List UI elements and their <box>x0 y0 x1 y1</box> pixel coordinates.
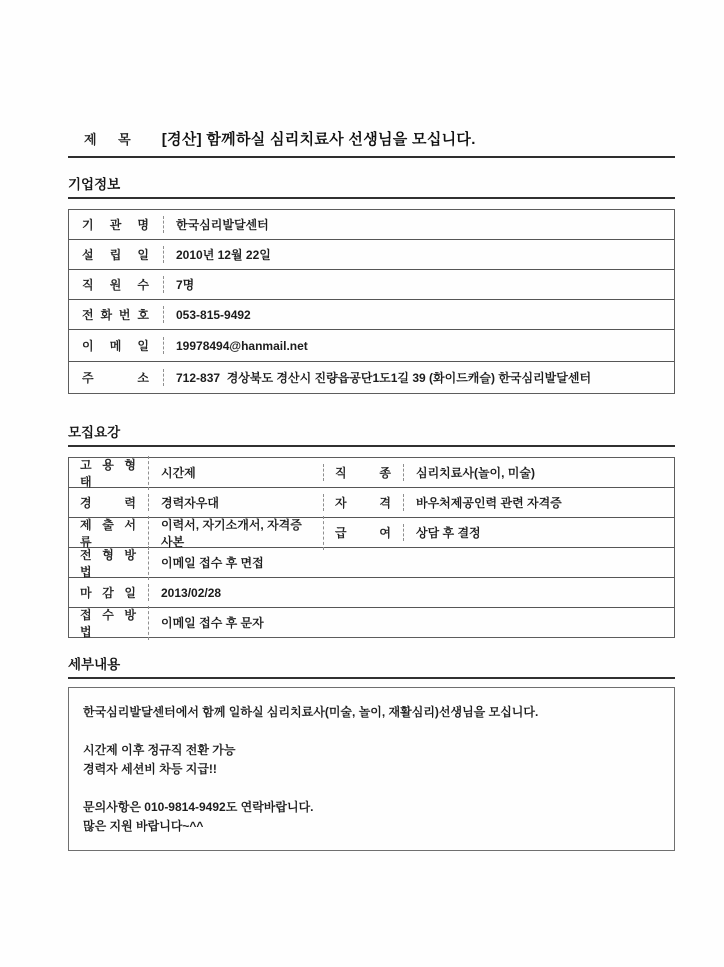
section-company-info <box>68 173 675 394</box>
document-title: [경산] 함께하실 심리치료사 선생님을 모십니다. <box>161 131 476 148</box>
row-label: 급 여 <box>324 524 404 541</box>
table-row <box>69 239 674 269</box>
row-value: 심리치료사(놀이, 미술) <box>416 466 535 480</box>
section-details <box>68 653 675 851</box>
row-value: 이메일 접수 후 면접 <box>161 556 264 570</box>
row-label: 자 격 <box>324 494 404 511</box>
row-label: 전 화 번 호 <box>69 306 164 323</box>
recruitment-table <box>68 457 675 638</box>
company-info-table <box>68 209 675 394</box>
detail-line: 한국심리발달센터에서 함께 일하실 심리치료사(미술, 놀이, 재활심리)선생님을 모십니다. <box>83 705 539 719</box>
table-row <box>69 361 674 393</box>
row-label: 접 수 방 법 <box>69 606 149 640</box>
row-label: 직 종 <box>324 464 404 481</box>
row-value: 2010년 12월 22일 <box>176 248 271 262</box>
detail-line: 많은 지원 바랍니다~^^ <box>83 819 204 833</box>
details-heading: 세부내용 <box>68 653 675 679</box>
row-value: 경력자우대 <box>149 494 324 511</box>
table-row <box>69 487 674 517</box>
row-label: 고 용 형 태 <box>69 456 149 490</box>
row-value: 시간제 <box>149 464 324 481</box>
detail-line: 문의사항은 010-9814-9492도 연락바랍니다. <box>83 800 314 814</box>
table-row <box>69 517 674 547</box>
section-recruitment <box>68 421 675 638</box>
row-value: 7명 <box>176 278 195 292</box>
table-row <box>69 299 674 329</box>
document-content <box>68 128 675 851</box>
row-value: 이메일 접수 후 문자 <box>161 616 264 630</box>
row-label: 제 출 서 류 <box>69 516 149 550</box>
row-label: 이 메 일 <box>69 337 164 354</box>
row-label: 전 형 방 법 <box>69 546 149 580</box>
table-row <box>69 458 674 487</box>
row-label: 기 관 명 <box>69 216 164 233</box>
row-label: 주 소 <box>69 369 164 386</box>
row-label: 경 력 <box>69 494 149 511</box>
table-row <box>69 577 674 607</box>
company-info-heading: 기업정보 <box>68 173 675 199</box>
row-value: 053-815-9492 <box>176 307 251 322</box>
recruitment-heading: 모집요강 <box>68 421 675 447</box>
row-value: 한국심리발달센터 <box>176 218 269 232</box>
details-box <box>68 687 675 851</box>
row-label: 설 립 일 <box>69 246 164 263</box>
row-value: 이력서, 자기소개서, 자격증사본 <box>149 516 324 550</box>
table-row <box>69 607 674 637</box>
detail-line: 경력자 세션비 차등 지급!! <box>83 762 217 776</box>
row-value: 712-837 경상북도 경산시 진량읍공단1도1길 39 (화이드캐슬) 한국심리발달센터 <box>176 371 592 385</box>
row-value: 19978494@hanmail.net <box>176 338 308 353</box>
detail-line <box>83 722 660 741</box>
row-label: 마 감 일 <box>69 584 149 601</box>
row-value: 바우처제공인력 관련 자격증 <box>416 496 562 510</box>
table-row <box>69 210 674 239</box>
detail-line <box>83 779 660 798</box>
row-label: 직 원 수 <box>69 276 164 293</box>
detail-line: 시간제 이후 정규직 전환 가능 <box>83 743 236 757</box>
subject-row <box>68 128 675 158</box>
subject-label: 제 목 <box>84 132 140 147</box>
table-row <box>69 329 674 361</box>
table-row <box>69 547 674 577</box>
row-value: 상담 후 결정 <box>416 526 481 540</box>
row-value: 2013/02/28 <box>161 585 222 600</box>
table-row <box>69 269 674 299</box>
